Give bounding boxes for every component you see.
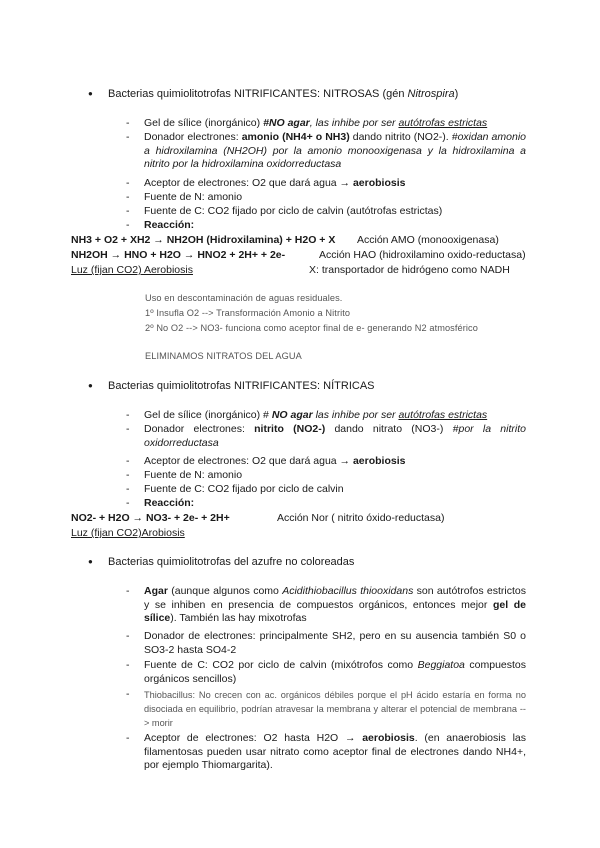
equation-hao: NH2OH → HNO + H2O → HNO2 + 2H+ + 2e- Acción HAO (hidroxilamino oxido-reductasa) bbox=[71, 249, 526, 261]
list-item-c-source-3: - Fuente de C: CO2 por ciclo de calvin (mixótrofos como Beggiatoa compuestos orgánicos sencillos) bbox=[126, 659, 527, 685]
list-item-reaction-2: - Reacción: bbox=[126, 497, 195, 509]
list-item-c-source: - Fuente de C: CO2 fijado por ciclo de calvin (autótrofas estrictas) bbox=[126, 205, 443, 217]
use-line-3: 2º No O2 --> NO3- funciona como aceptor final de e- generando N2 atmosférico bbox=[145, 323, 478, 333]
section-azufre-heading: ● Bacterias quimiolitotrofas del azufre no coloreadas bbox=[88, 556, 354, 568]
equation-conditions-2: Luz (fijan CO2)Arobiosis bbox=[71, 527, 185, 539]
list-item-n-source-2: - Fuente de N: amonio bbox=[126, 469, 243, 481]
list-item-gel: - Gel de sílice (inorgánico) #NO agar, las inhibe por ser autótrofas estrictas bbox=[126, 117, 488, 129]
equation-amo: NH3 + O2 + XH2 → NH2OH (Hidroxilamina) + H2O + X Acción AMO (monooxigenasa) bbox=[71, 234, 499, 246]
list-item-acceptor: - Aceptor de electrones: O2 que dará agua → aerobiosis bbox=[126, 177, 406, 189]
section-nitrosas-heading: ● Bacterias quimiolitotrofas NITRIFICANTES: NITROSAS (gén Nitrospira) bbox=[88, 88, 458, 100]
section-nitricas-heading: ● Bacterias quimiolitotrofas NITRIFICANTES: NÍTRICAS bbox=[88, 380, 375, 392]
list-item-acceptor-2: - Aceptor de electrones: O2 que dará agua → aerobiosis bbox=[126, 455, 406, 467]
list-item-donor-3: - Donador de electrones: principalmente SH2, pero en su ausencia también S0 o SO3-2 hasta SO4-2 bbox=[126, 630, 526, 656]
list-item-n-source: - Fuente de N: amonio bbox=[126, 191, 243, 203]
list-item-agar: - Agar (aunque algunos como Acidithiobacillus thiooxidans son autótrofos estrictos y se inhiben en presencia de compuestos orgánicos, entonces mejor gel de sílice). También las hay mixotrofas bbox=[126, 585, 526, 624]
equation-conditions: Luz (fijan CO2) Aerobiosis X: transportador de hidrógeno como NADH bbox=[71, 264, 510, 276]
list-item-gel-2: - Gel de sílice (inorgánico) # NO agar las inhibe por ser autótrofas estrictas bbox=[126, 409, 488, 421]
list-item-acceptor-3: - Aceptor de electrones: O2 hasta H2O → aerobiosis. (en anaerobiosis las filamentosas pueden usar nitrato como aceptor final de electrones dando NH4+, por ejemplo Thiomargarita). bbox=[126, 732, 526, 771]
use-line-1: Uso en descontaminación de aguas residuales. bbox=[145, 293, 343, 303]
equation-nor: NO2- + H2O → NO3- + 2e- + 2H+ Acción Nor ( nitrito óxido-reductasa) bbox=[71, 512, 445, 524]
list-item-donor: - Donador electrones: amonio (NH4+ o NH3) dando nitrito (NO2-). #oxidan amonio a hidroxilamina (NH2OH) por la amonio monooxigenasa y la hidroxilamina a nitrito por la hidroxilamina oxidorreductasa bbox=[126, 131, 526, 170]
list-item-c-source-2: - Fuente de C: CO2 fijado por ciclo de calvin bbox=[126, 483, 344, 495]
use-line-2: 1º Insufla O2 --> Transformación Amonio a Nitrito bbox=[145, 308, 351, 318]
list-item-donor-2: - Donador electrones: nitrito (NO2-) dando nitrato (NO3-) #por la nitrito oxidorreductasa bbox=[126, 423, 526, 449]
use-line-4: ELIMINAMOS NITRATOS DEL AGUA bbox=[145, 351, 302, 361]
list-item-reaction: - Reacción: bbox=[126, 219, 195, 231]
list-item-thiobacillus: - Thiobacillus: No crecen con ac. orgánicos débiles porque el pH ácido estaría en forma no disociada en equilibrio, podrían atravesar la membrana y alterar el potencial de membrana --> morir bbox=[126, 688, 526, 728]
